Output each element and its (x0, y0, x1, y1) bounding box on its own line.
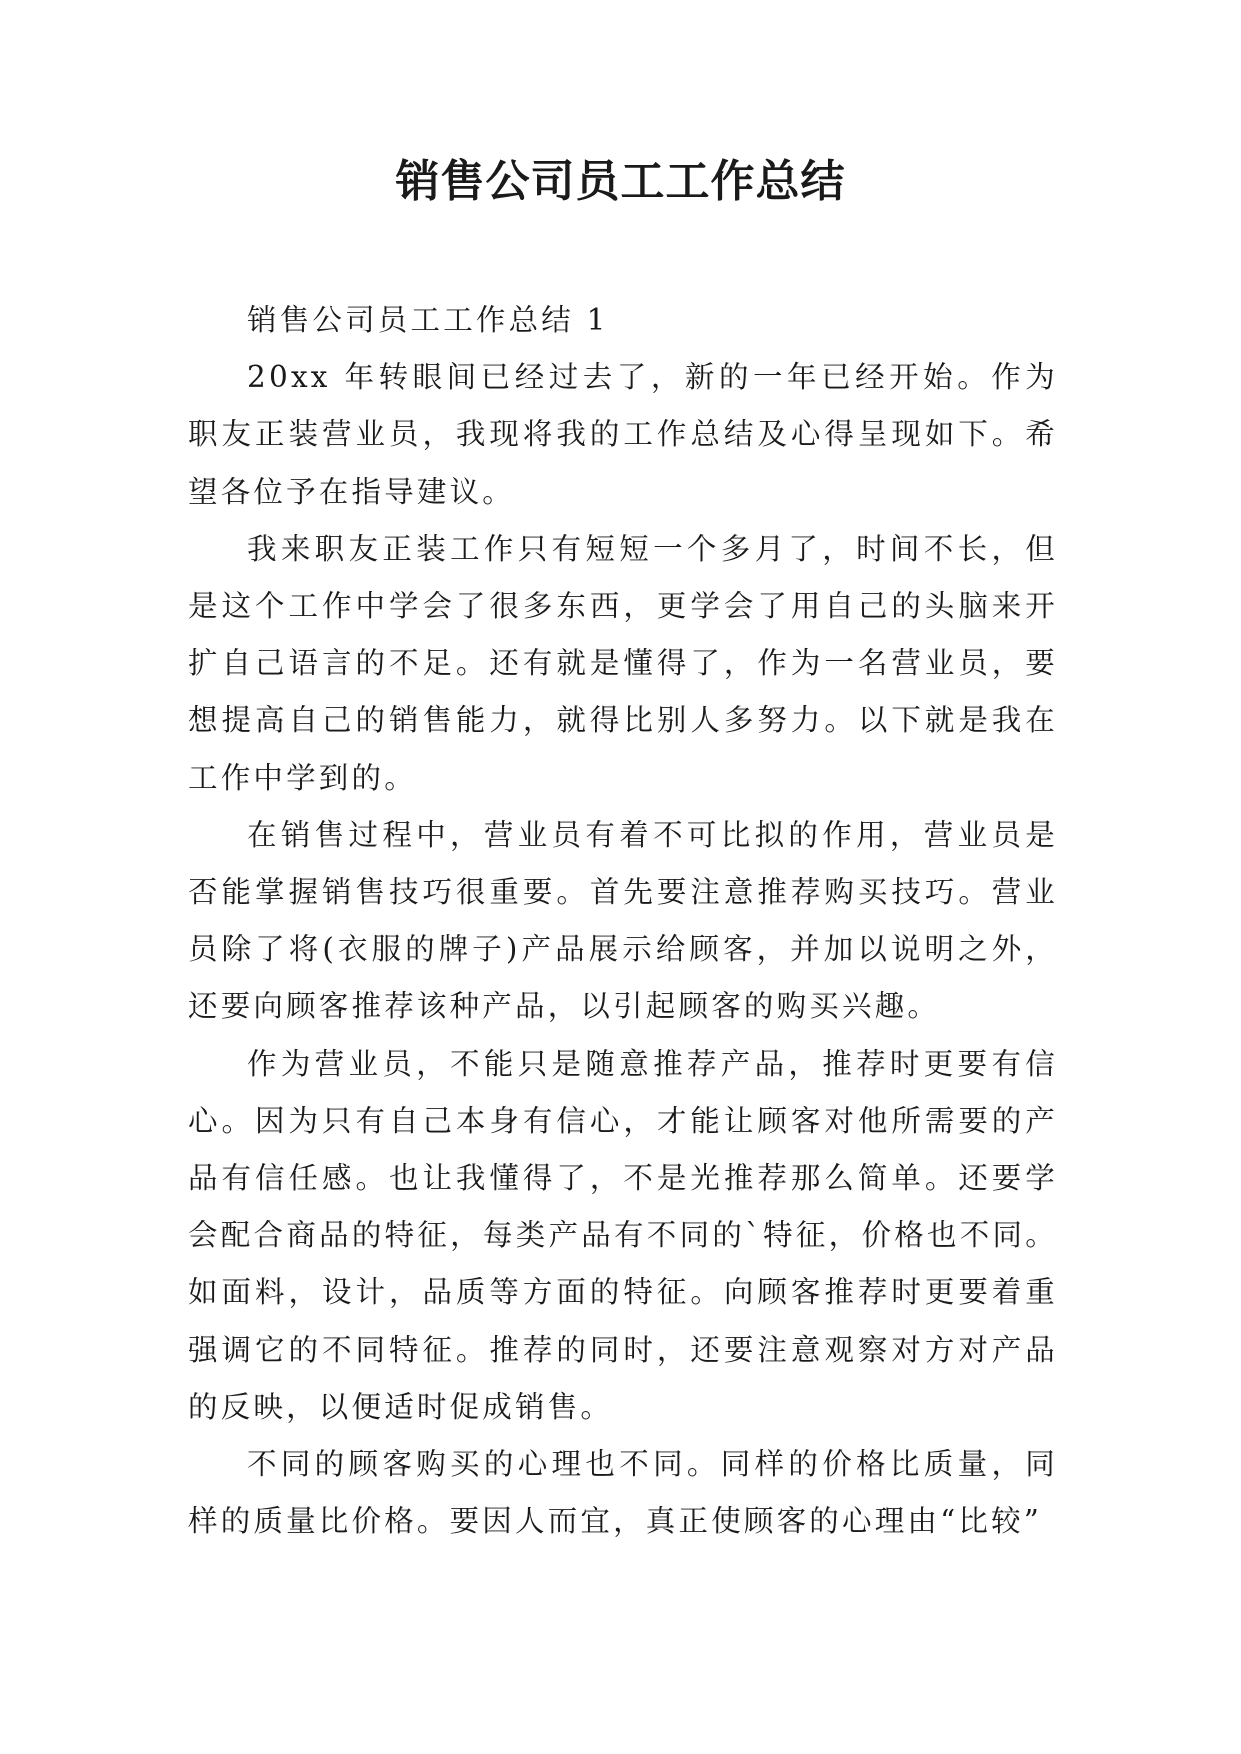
paragraph-sales-process: 在销售过程中，营业员有着不可比拟的作用，营业员是否能掌握销售技巧很重要。首先要注意推荐购买技巧。营业员除了将(衣服的牌子)产品展示给顾客，并加以说明之外，还要向顾客推荐该种产品，以引起顾客的购买兴趣。 (188, 817, 1058, 1024)
paragraph-subtitle: 销售公司员工工作总结 1 (247, 303, 609, 337)
paragraph-recommendation: 作为营业员，不能只是随意推荐产品，推荐时更要有信心。因为只有自己本身有信心，才能让顾客对他所需要的产品有信任感。也让我懂得了，不是光推荐那么简单。还要学会配合商品的特征，每类产品有不同的`特征，价格也不同。如面料，设计，品质等方面的特征。向顾客推荐时更要着重强调它的不同特征。推荐的同时，还要注意观察对方对产品的反映，以便适时促成销售。 (188, 1046, 1058, 1424)
document-body (188, 292, 1058, 1550)
paragraph-experience: 我来职友正装工作只有短短一个多月了，时间不长，但是这个工作中学会了很多东西，更学会了用自己的头脑来开扩自己语言的不足。还有就是懂得了，作为一名营业员，要想提高自己的销售能力，就得比别人多努力。以下就是我在工作中学到的。 (188, 531, 1058, 795)
paragraph-intro: 20xx 年转眼间已经过去了，新的一年已经开始。作为职友正装营业员，我现将我的工作总结及心得呈现如下。希望各位予在指导建议。 (188, 360, 1058, 509)
paragraph-customer-psychology: 不同的顾客购买的心理也不同。同样的价格比质量，同样的质量比价格。要因人而宜，真正使顾客的心理由“比较” (188, 1447, 1058, 1539)
document-title: 销售公司员工工作总结 (395, 156, 846, 207)
